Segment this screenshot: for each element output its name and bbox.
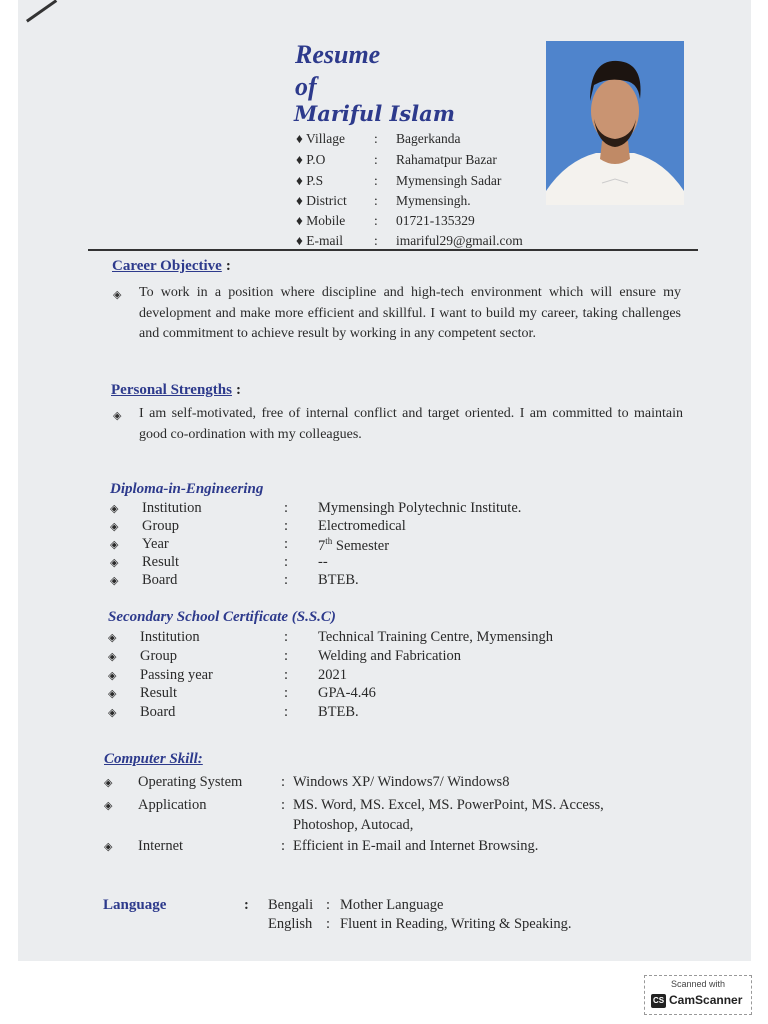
career-objective-text: To work in a position where discipline and high-tech environment which will ensure my development and make more efficient and skillful. I want to build my career, taking challenges and commitment to achieve result by working in any competent sector. — [139, 285, 681, 341]
ssc-row-group: ◈ Group : Welding and Fabrication — [108, 648, 461, 664]
diploma-row-institution: ◈ Institution : Mymensingh Polytechnic Institute. — [110, 500, 522, 516]
bullet-icon: ◈ — [108, 707, 117, 719]
camscanner-logo-icon: CS — [651, 994, 666, 1008]
bullet-icon: ◈ — [108, 632, 117, 644]
contact-value: Mymensingh Sadar — [396, 173, 502, 188]
computer-row-internet: ◈ Internet : Efficient in E-mail and Internet Browsing. — [104, 838, 539, 854]
bullet-icon: ◈ — [110, 575, 119, 587]
language-row-bengali: Bengali : Mother Language — [268, 897, 444, 913]
ssc-row-institution: ◈ Institution : Technical Training Centre, Mymensingh — [108, 629, 553, 645]
contact-value: imariful29@gmail.com — [396, 233, 523, 248]
ssc-row-board: ◈ Board : BTEB. — [108, 704, 359, 720]
applicant-name: Mariful Islam — [294, 101, 455, 126]
contact-value: Bagerkanda — [396, 131, 461, 146]
contact-label: P.O — [306, 152, 326, 167]
personal-strengths-text: I am self-motivated, free of internal conflict and target oriented. I am committed to maintain good co-ordination with my colleagues. — [139, 406, 683, 442]
profile-photo — [546, 41, 684, 205]
computer-row-os: ◈ Operating System : Windows XP/ Windows7/ Windows8 — [104, 774, 510, 790]
bullet-icon: ◈ — [113, 410, 122, 422]
bullet-icon: ◈ — [108, 651, 117, 663]
watermark-brand: CamScanner — [669, 993, 743, 1007]
contact-label: District — [306, 193, 347, 208]
bullet-icon: ◈ — [110, 503, 119, 515]
diploma-row-group: ◈ Group : Electromedical — [110, 518, 406, 534]
diploma-row-year: ◈ Year : 7th Semester — [110, 536, 390, 554]
resume-title: Resume — [295, 40, 381, 69]
ssc-row-result: ◈ Result : GPA-4.46 — [108, 685, 376, 701]
bullet-icon: ◈ — [108, 688, 117, 700]
contact-value: Mymensingh. — [396, 193, 471, 208]
computer-row-application: ◈ Application : MS. Word, MS. Excel, MS. PowerPoint, MS. Access, Photoshop, Autocad, — [104, 797, 604, 833]
bullet-icon: ◈ — [108, 670, 117, 682]
diploma-row-result: ◈ Result : -- — [110, 554, 328, 570]
camscanner-watermark — [644, 975, 752, 1015]
contact-label: P.S — [306, 173, 324, 188]
computer-skill-heading: Computer Skill: — [104, 751, 203, 767]
ssc-row-passing-year: ◈ Passing year : 2021 — [108, 667, 347, 683]
bullet-icon: ◈ — [104, 777, 113, 789]
contact-label: Mobile — [306, 213, 346, 228]
personal-strengths-heading: Personal Strengths : — [111, 382, 241, 398]
header-divider — [88, 249, 698, 251]
contact-label: E-mail — [306, 233, 344, 248]
person-portrait-icon — [546, 41, 684, 205]
bullet-icon: ◈ — [110, 557, 119, 569]
career-objective-heading: Career Objective : — [112, 258, 231, 274]
bullet-icon: ◈ — [113, 289, 122, 301]
bullet-icon: ◈ — [110, 521, 119, 533]
contact-value: Rahamatpur Bazar — [396, 152, 497, 167]
diploma-row-board: ◈ Board : BTEB. — [110, 572, 359, 588]
bullet-icon: ◈ — [104, 841, 113, 853]
language-colon: : — [244, 897, 249, 913]
contact-value: 01721-135329 — [396, 213, 475, 228]
language-row-english: English : Fluent in Reading, Writing & Speaking. — [268, 916, 572, 932]
watermark-caption: Scanned with — [670, 979, 726, 989]
bullet-icon: ◈ — [104, 800, 113, 812]
language-heading: Language — [103, 897, 167, 913]
diploma-heading: Diploma-in-Engineering — [110, 481, 264, 497]
resume-of: of — [295, 72, 317, 101]
ssc-heading: Secondary School Certificate (S.S.C) — [108, 609, 336, 625]
contact-label: Village — [306, 131, 345, 146]
bullet-icon: ◈ — [110, 539, 119, 551]
